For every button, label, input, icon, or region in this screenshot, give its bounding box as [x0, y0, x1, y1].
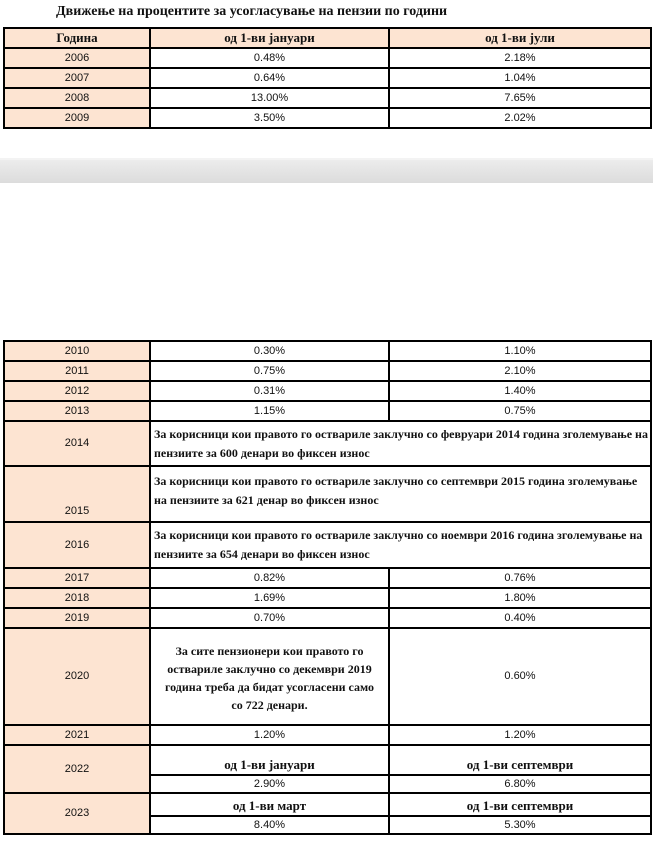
- jul-cell: 1.04%: [389, 68, 651, 88]
- jul-cell: 1.40%: [389, 381, 651, 401]
- note-row: [4, 466, 651, 522]
- note-cell: За корисници кои правото го оствариле заклучно со ноември 2016 година зголемување на пензиите за 654 денари во фиксен износ: [150, 522, 651, 568]
- year-cell: 2023: [4, 793, 150, 834]
- sub-header-row: [4, 793, 651, 816]
- jan-cell: 0.30%: [150, 341, 389, 361]
- jul-cell: 0.60%: [389, 628, 651, 725]
- table-row: [4, 568, 651, 588]
- jul-cell: 1.80%: [389, 588, 651, 608]
- year-cell: 2022: [4, 745, 150, 793]
- jul-cell: 2.10%: [389, 361, 651, 381]
- year-cell: 2017: [4, 568, 150, 588]
- year-cell: 2015: [4, 466, 150, 522]
- header-jul: од 1-ви јули: [389, 28, 651, 48]
- jul-cell: 0.75%: [389, 401, 651, 421]
- jan-cell: 13.00%: [150, 88, 389, 108]
- table-row-2020: [4, 628, 651, 725]
- year-cell: 2006: [4, 48, 150, 68]
- jan-cell: 0.82%: [150, 568, 389, 588]
- year-cell: 2010: [4, 341, 150, 361]
- sub-header-b: од 1-ви септември: [389, 745, 651, 775]
- page-break-band: [0, 160, 653, 183]
- year-cell: 2021: [4, 725, 150, 745]
- note-cell: За корисници кои правото го оствариле заклучно со февруари 2014 година зголемување на пензиите за 600 денари во фиксен износ: [150, 421, 651, 466]
- jul-cell: 2.02%: [389, 108, 651, 128]
- jan-cell: 0.31%: [150, 381, 389, 401]
- year-cell: 2016: [4, 522, 150, 568]
- pension-table-top: [3, 27, 652, 129]
- value-a-cell: 8.40%: [150, 816, 389, 834]
- jul-cell: 2.18%: [389, 48, 651, 68]
- note-cell: За корисници кои правото го оствариле заклучно со септември 2015 година зголемување на пензиите за 621 денар во фиксен износ: [150, 466, 651, 522]
- jul-cell: 0.40%: [389, 608, 651, 628]
- page-title: Движење на процентите за усогласување на пензии по години: [56, 4, 448, 19]
- pension-table-bottom: [3, 340, 652, 835]
- table-row: [4, 341, 651, 361]
- sub-header-b: од 1-ви септември: [389, 793, 651, 816]
- year-cell: 2008: [4, 88, 150, 108]
- jan-cell: 1.20%: [150, 725, 389, 745]
- note-cell: За сите пензионери кои правото го оствариле заклучно со декември 2019 година треба да бидат усогласени само со 722 денари.: [150, 628, 389, 725]
- year-cell: 2020: [4, 628, 150, 725]
- year-cell: 2019: [4, 608, 150, 628]
- year-cell: 2012: [4, 381, 150, 401]
- jan-cell: 0.48%: [150, 48, 389, 68]
- jan-cell: 1.69%: [150, 588, 389, 608]
- year-cell: 2014: [4, 421, 150, 466]
- note-row: [4, 421, 651, 466]
- sub-header-a: од 1-ви јануари: [150, 745, 389, 775]
- note-row: [4, 522, 651, 568]
- table-row: [4, 608, 651, 628]
- year-cell: 2011: [4, 361, 150, 381]
- table-row: [4, 588, 651, 608]
- jan-cell: 1.15%: [150, 401, 389, 421]
- value-b-cell: 6.80%: [389, 775, 651, 793]
- jan-cell: 0.64%: [150, 68, 389, 88]
- table-row: [4, 401, 651, 421]
- year-cell: 2009: [4, 108, 150, 128]
- header-jan: од 1-ви јануари: [150, 28, 389, 48]
- table-row: [4, 381, 651, 401]
- value-b-cell: 5.30%: [389, 816, 651, 834]
- jul-cell: 1.20%: [389, 725, 651, 745]
- year-cell: 2018: [4, 588, 150, 608]
- table-row: [4, 108, 651, 128]
- table-row: [4, 48, 651, 68]
- jul-cell: 7.65%: [389, 88, 651, 108]
- table-row: [4, 361, 651, 381]
- jul-cell: 1.10%: [389, 341, 651, 361]
- value-a-cell: 2.90%: [150, 775, 389, 793]
- sub-header-row: [4, 745, 651, 775]
- table-row: [4, 88, 651, 108]
- jan-cell: 0.75%: [150, 361, 389, 381]
- header-year: Година: [4, 28, 150, 48]
- jul-cell: 0.76%: [389, 568, 651, 588]
- year-cell: 2007: [4, 68, 150, 88]
- table-row: [4, 725, 651, 745]
- year-cell: 2013: [4, 401, 150, 421]
- table-row: [4, 68, 651, 88]
- sub-header-a: од 1-ви март: [150, 793, 389, 816]
- table-header-row: [4, 28, 651, 48]
- jan-cell: 3.50%: [150, 108, 389, 128]
- jan-cell: 0.70%: [150, 608, 389, 628]
